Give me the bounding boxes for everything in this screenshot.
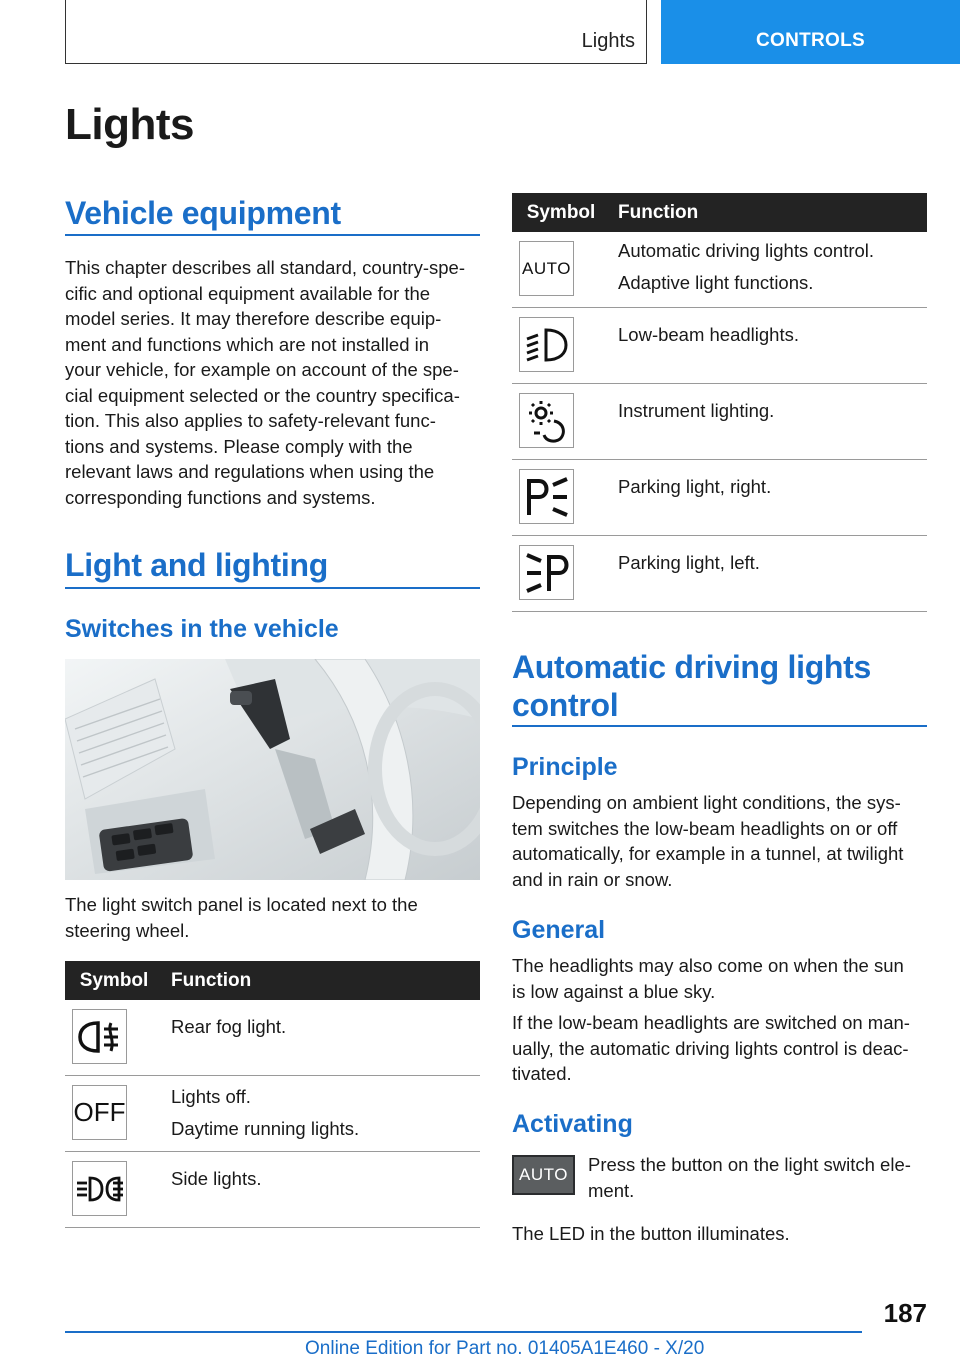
auto-button-label: AUTO [519, 1165, 568, 1184]
heading-rule [512, 725, 927, 727]
function-column-header: Function [618, 201, 699, 223]
table-row [65, 1152, 480, 1228]
rear-fog-light-icon [72, 1009, 127, 1064]
parking-light-right-icon [519, 469, 574, 524]
light-and-lighting-heading: Light and lighting [65, 547, 328, 583]
general-heading: General [512, 916, 606, 944]
activating-body: Press the button on the light switch ele- ment. [588, 1154, 911, 1201]
auto-icon [519, 241, 574, 296]
activating-heading: Activating [512, 1110, 633, 1138]
edition-text: Online Edition for Part no. 01405A1E460 - X/20 [305, 1338, 705, 1359]
vehicle-equipment-body: This chapter describes all standard, country-spe- cific and optional equipment available for the model series. It may therefore describe equip- ment and functions which are not installed in your vehicle, for example on account of the spe- cial equipment selected or the country specifica- tion. This also applies to safety-relevant func- tions and systems. Please comply with the relevant laws and regulations when using the corresponding functions and systems. [65, 257, 465, 508]
symbol-column-header: Symbol [526, 201, 596, 223]
function-text [618, 550, 760, 575]
table-row [512, 308, 927, 384]
principle-heading: Principle [512, 753, 618, 781]
header-frame [65, 0, 647, 64]
switches-subheading: Switches in the vehicle [65, 615, 339, 643]
instrument-lighting-icon [519, 393, 574, 448]
table-row [512, 232, 927, 308]
symbol-table-right [512, 193, 927, 612]
heading-rule [65, 234, 480, 236]
dashboard-illustration [65, 659, 480, 880]
off-icon [72, 1085, 127, 1140]
table-row [512, 384, 927, 460]
general-body-1: The headlights may also come on when the sun is low against a blue sky. [512, 955, 904, 1002]
function-line: Automatic driving lights control. [618, 240, 875, 261]
table-header [65, 961, 480, 1000]
function-column-header: Function [171, 969, 252, 991]
header-chapter-tab: CONTROLS [661, 0, 960, 64]
light-switch-photo [65, 659, 480, 880]
page-title: Lights [65, 100, 194, 149]
function-line: Rear fog light. [171, 1016, 287, 1037]
table-row [65, 1076, 480, 1152]
heading-rule [65, 587, 480, 589]
switch-caption: The light switch panel is located next to the steering wheel. [65, 894, 418, 941]
function-text [618, 474, 771, 499]
function-line: Lights off. [171, 1086, 251, 1107]
function-line: Parking light, right. [618, 476, 772, 497]
led-text: The LED in the button illuminates. [512, 1223, 790, 1244]
page-number: 187 [883, 1298, 927, 1328]
auto-control-heading: Automatic driving lights control [512, 649, 872, 723]
symbol-table-left [65, 961, 480, 1228]
function-text [171, 1084, 359, 1141]
footer-rule [65, 1331, 862, 1333]
function-text [618, 322, 799, 347]
function-text [618, 398, 774, 423]
parking-light-left-icon [519, 545, 574, 600]
table-row [512, 460, 927, 536]
function-line: Parking light, left. [618, 552, 760, 573]
function-text [171, 1166, 262, 1191]
off-symbol-text: OFF [73, 1097, 126, 1127]
header-section-title: Lights [581, 30, 635, 52]
auto-symbol-text: AUTO [522, 258, 571, 278]
vehicle-equipment-heading: Vehicle equipment [65, 195, 341, 231]
table-row [65, 1000, 480, 1076]
function-line: Low-beam headlights. [618, 324, 799, 345]
function-line: Instrument lighting. [618, 400, 775, 421]
function-line: Side lights. [171, 1168, 262, 1189]
side-lights-icon [72, 1161, 127, 1216]
table-header [512, 193, 927, 232]
table-row [512, 536, 927, 612]
general-body-2: If the low-beam headlights are switched on man- ually, the automatic driving lights control is deac- tivated. [512, 1012, 910, 1084]
function-text [171, 1014, 286, 1039]
function-line: Adaptive light functions. [618, 272, 814, 293]
function-text [618, 238, 874, 295]
low-beam-icon [519, 317, 574, 372]
auto-button-icon [512, 1155, 575, 1195]
symbol-column-header: Symbol [79, 969, 149, 991]
function-line: Daytime running lights. [171, 1118, 360, 1139]
principle-body: Depending on ambient light conditions, the sys- tem switches the low-beam headlights on or off automatically, for example in a tunnel, at twilight and in rain or snow. [512, 792, 904, 890]
